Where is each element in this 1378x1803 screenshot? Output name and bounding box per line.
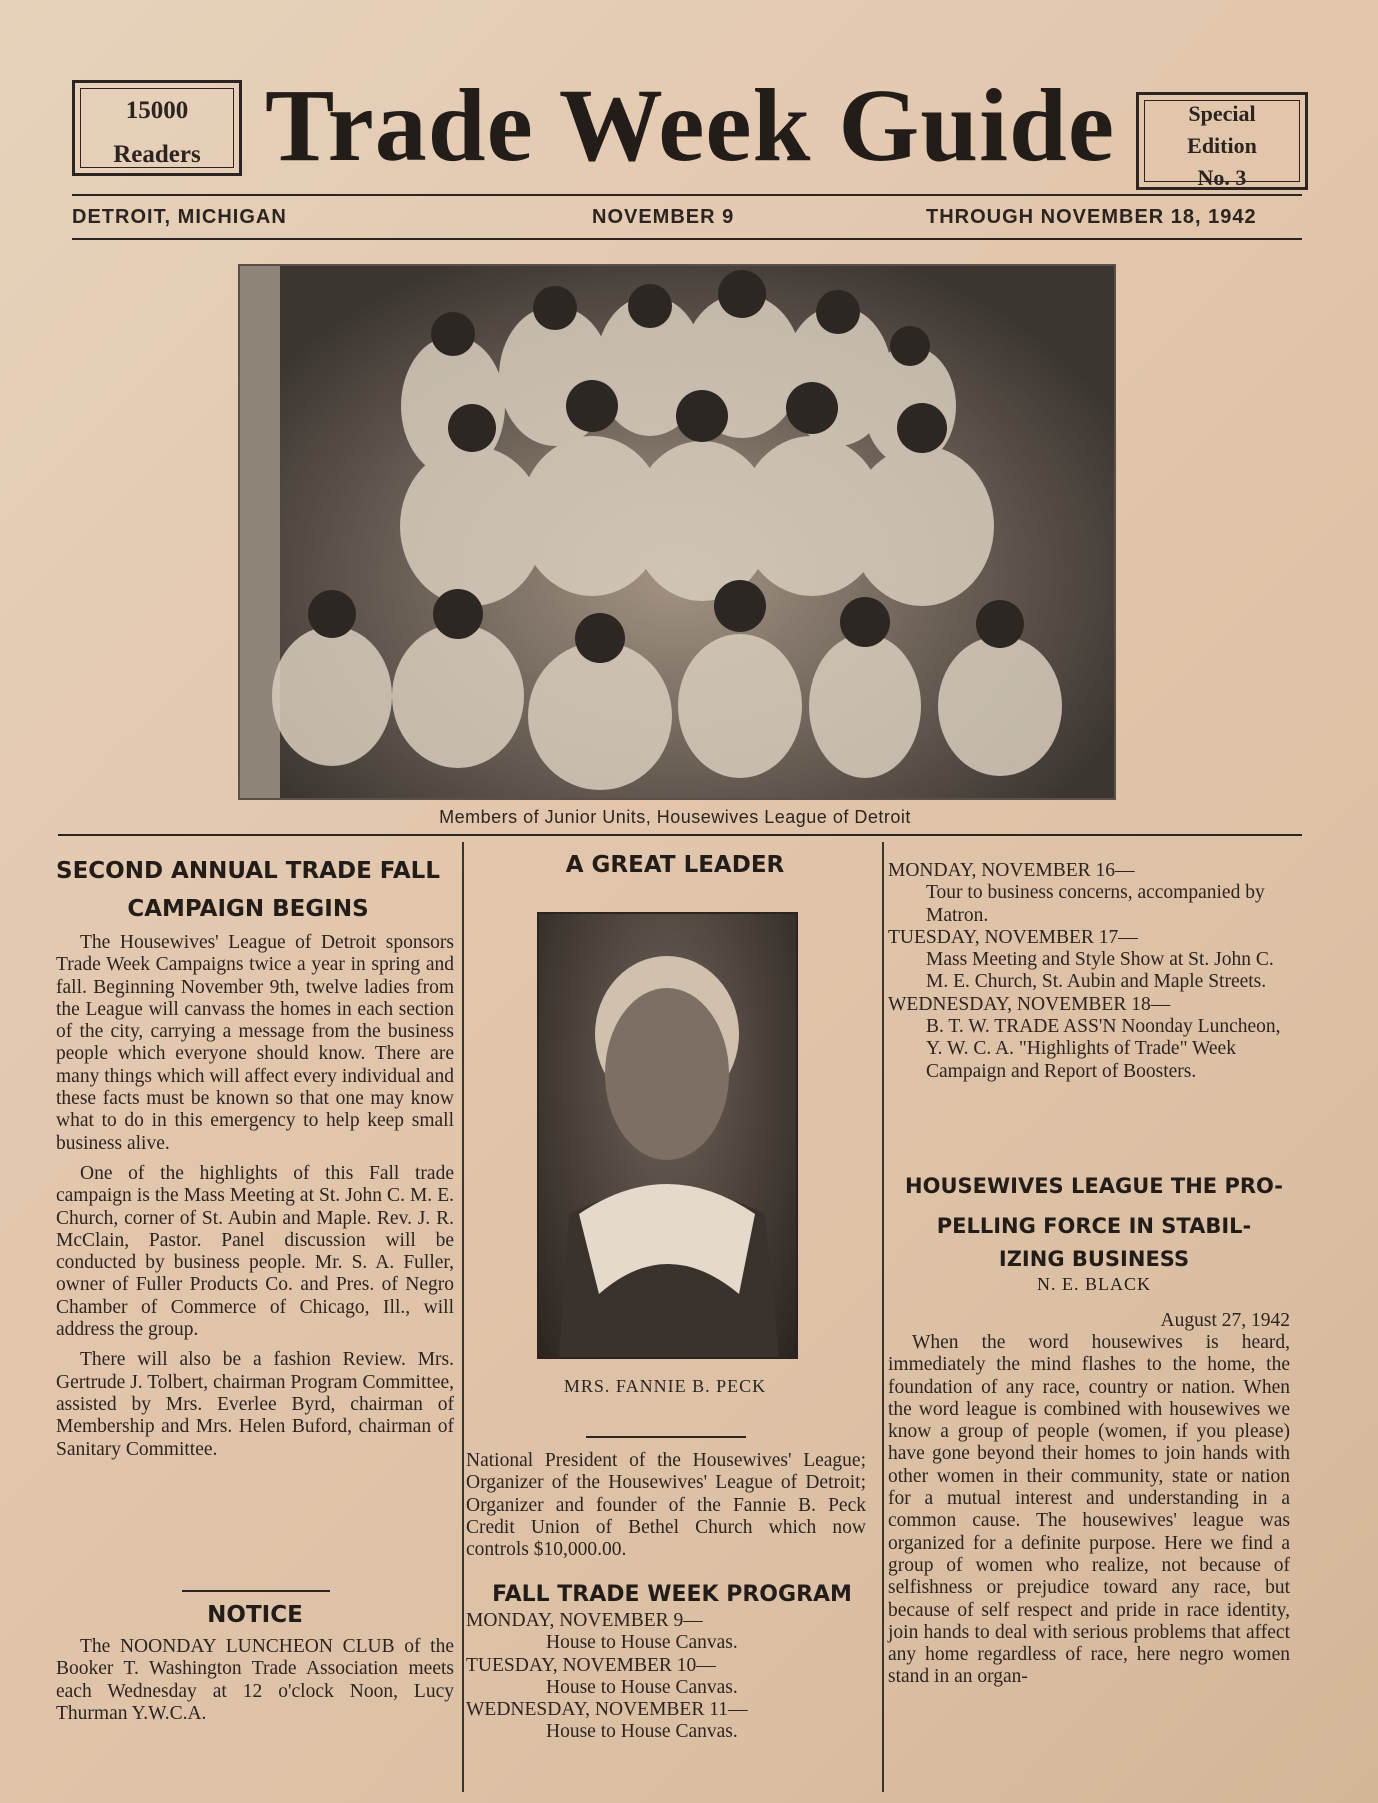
- masthead-title: Trade Week Guide: [265, 68, 1115, 183]
- masthead-rule: [72, 194, 1302, 196]
- campaign-paragraph: One of the highlights of this Fall trade campaign is the Mass Meeting at St. John C. M. E. Church, corner of St. Aubin and Maple. Rev. J. R. McClain, Pastor. Panel discussion will be conducted by business people. Mr. S. A. Fuller, owner of Fuller Products Co. and Pres. of Negro Chamber of Commerce of Chicago, Ill., will address the group.: [56, 1162, 454, 1341]
- program-day: TUESDAY, NOVEMBER 17—: [888, 926, 1138, 948]
- program-day: TUESDAY, NOVEMBER 10—: [466, 1654, 716, 1676]
- group-photo-figures: [240, 266, 1114, 798]
- notice-title: NOTICE: [207, 1602, 303, 1628]
- portrait-figure: [539, 914, 796, 1357]
- portrait-caption: MRS. FANNIE B. PECK: [563, 1376, 767, 1396]
- program-list-part1: [466, 1610, 876, 1744]
- campaign-paragraph: The Housewives' League of Detroit sponsors Trade Week Campaigns twice a year in spring and fall. Beginning November 9th, twelve ladies from the League will canvass the homes in each section of the city, carrying a message from the business people which everyone should know. There are many things which will affect every individual and these facts must be known so that one may know what to do in this emergency to help keep small business alive.: [56, 932, 454, 1154]
- program-day: MONDAY, NOVEMBER 16—: [888, 860, 1135, 881]
- league-dateline: August 27, 1942: [1160, 1310, 1290, 1331]
- leader-bio-text: National President of the Housewives' League; Organizer of the Housewives' League of Detroit; Organizer and founder of the Fannie B. Peck Credit Union of Bethel Church which now controls $10,000.00.: [466, 1450, 866, 1561]
- dateline-location: DETROIT, MICHIGAN: [72, 206, 287, 228]
- campaign-headline-line1: SECOND ANNUAL TRADE FALL: [56, 858, 440, 884]
- program-event: B. T. W. TRADE ASS'N Noonday Luncheon, Y. W. C. A. "Highlights of Trade" Week Campaign and Report of Boosters.: [926, 1016, 1281, 1082]
- league-headline-line2: PELLING FORCE IN STABIL-: [936, 1214, 1252, 1238]
- campaign-headline: [36, 852, 460, 928]
- readers-label: Readers: [113, 141, 201, 168]
- group-photograph: [238, 264, 1116, 800]
- special-line-3: No. 3: [1197, 165, 1247, 190]
- portrait-photograph: [537, 912, 798, 1359]
- group-photo-caption: Members of Junior Units, Housewives League of Detroit: [439, 807, 911, 827]
- special-line-1: Special: [1188, 101, 1256, 126]
- league-headline-line1: HOUSEWIVES LEAGUE THE PRO-: [905, 1174, 1283, 1198]
- program-event: House to House Canvas.: [546, 1632, 738, 1654]
- notice-rule: [182, 1590, 330, 1592]
- dateline-start: NOVEMBER 9: [592, 206, 735, 228]
- readers-box: [72, 80, 242, 176]
- league-headline: [884, 1166, 1304, 1272]
- special-edition-box: [1136, 92, 1308, 190]
- bio-rule: [586, 1436, 746, 1438]
- dateline-end: THROUGH NOVEMBER 18, 1942: [926, 206, 1257, 228]
- program-day: WEDNESDAY, NOVEMBER 18—: [888, 993, 1171, 1015]
- program-title: FALL TRADE WEEK PROGRAM: [492, 1582, 852, 1607]
- special-line-2: Edition: [1187, 133, 1257, 158]
- campaign-paragraph: There will also be a fashion Review. Mrs. Gertrude J. Tolbert, chairman Program Committee, assisted by Mrs. Everlee Byrd, chairman of Membership and Mrs. Helen Buford, chairman of Sanitary Committee.: [56, 1349, 454, 1460]
- notice-text: The NOONDAY LUNCHEON CLUB of the Booker T. Washington Trade Association meets each Wednesday at 12 o'clock Noon, Lucy Thurman Y.W.C.A.: [56, 1636, 454, 1724]
- dateline-rule: [72, 238, 1302, 240]
- campaign-headline-line2: CAMPAIGN BEGINS: [127, 896, 369, 922]
- readers-count: 15000: [125, 97, 189, 124]
- league-article-text: When the word housewives is heard, immediately the mind flashes to the home, the foundation of any race, country or nation. When the word league is combined with housewives we know a group of people (women, if you please) have gone beyond their homes to join hands with other women in their community, state or nation for a mutual interest and understanding in a common cause. The housewives' league was organized for a definite purpose. Here we find a group of women who realize, not because of selfishness or prejudice toward any race, but because of self respect and pride in race identity, join hands to deal with serious problems that affect any home regardless of race, here negro women stand in an organ-: [888, 1332, 1290, 1688]
- column-rule-1: [462, 842, 464, 1792]
- leader-bio: [466, 1450, 866, 1569]
- column-rule-2: [882, 842, 884, 1792]
- leader-headline: A GREAT LEADER: [565, 852, 785, 878]
- league-article: [888, 1332, 1290, 1697]
- program-event: House to House Canvas.: [546, 1721, 738, 1743]
- program-event: House to House Canvas.: [546, 1676, 738, 1698]
- photo-bottom-rule: [58, 834, 1302, 836]
- notice-article: [56, 1636, 454, 1733]
- program-event: Mass Meeting and Style Show at St. John C. M. E. Church, St. Aubin and Maple Streets.: [926, 949, 1274, 993]
- campaign-article: [56, 932, 454, 1469]
- program-list-part2: [888, 860, 1288, 1083]
- league-headline-line3: IZING BUSINESS: [998, 1247, 1190, 1271]
- program-day: MONDAY, NOVEMBER 9—: [466, 1610, 703, 1631]
- program-day: WEDNESDAY, NOVEMBER 11—: [466, 1699, 748, 1721]
- program-event: Tour to business concerns, accompanied by Matron.: [926, 882, 1265, 926]
- league-byline: N. E. BLACK: [1037, 1274, 1151, 1294]
